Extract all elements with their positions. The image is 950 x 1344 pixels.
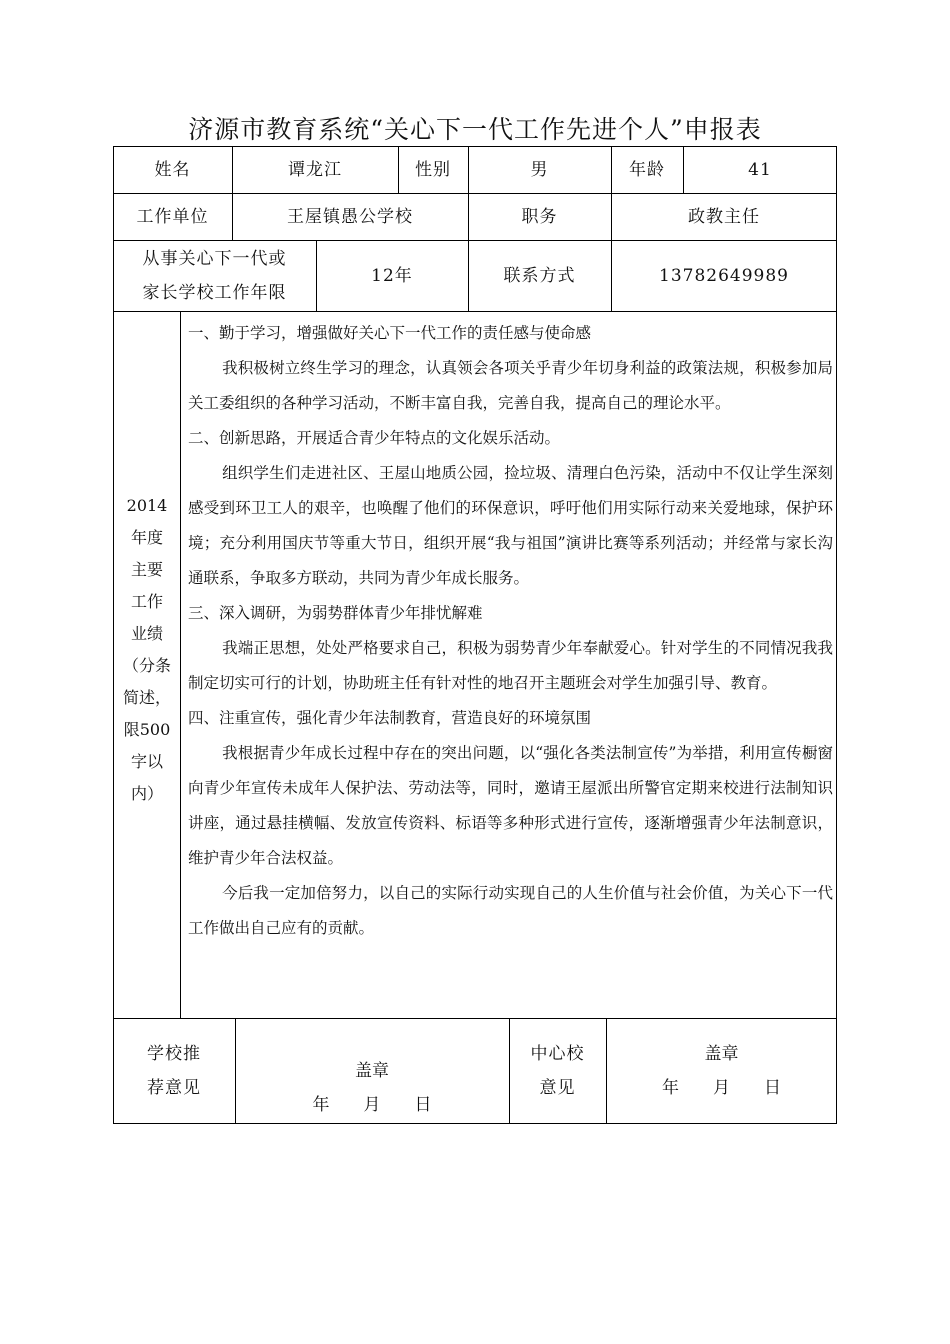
form-title: 济源市教育系统“关心下一代工作先进个人”申报表 (188, 115, 762, 144)
name-value: 谭龙江 (288, 159, 342, 180)
achievements-label-line: 2014 (126, 496, 168, 515)
contact-value: 13782649989 (659, 265, 789, 286)
position-label: 职务 (521, 206, 558, 227)
achievements-label-line: 内） (130, 784, 163, 803)
school-stamp-text: 盖章 (355, 1061, 389, 1081)
school-stamp-area (235, 1054, 509, 1122)
achievements-label-line: （分条 (122, 656, 171, 675)
gender-label: 性别 (415, 159, 451, 180)
section-heading: 一、勤于学习，增强做好关心下一代工作的责任感与使命感 (188, 324, 592, 342)
body-paragraph: 组织学生们走进社区、王屋山地质公园，捡垃圾、清理白色污染，活动中不仅让学生深刻感受到环卫工人的艰辛，也唤醒了他们的环保意识，呼吁他们用实际行动来关爱地球，保护环境；充分利用国庆节等重大节日，组织开展“我与祖国”演讲比赛等系列活动；并经常与家长沟通联系，争取多方联动，共同为青少年成长服务。 (188, 464, 833, 587)
col-divider (180, 311, 181, 1018)
age-label: 年龄 (629, 159, 665, 180)
school-opinion-label-line2: 荐意见 (147, 1078, 201, 1098)
unit-value: 王屋镇愚公学校 (287, 206, 413, 227)
center-opinion-label (509, 1018, 606, 1124)
achievements-label-line: 主要 (130, 560, 163, 579)
school-opinion-label-line1: 学校推 (147, 1044, 201, 1064)
row-divider (113, 311, 837, 312)
years-label-line2: 家长学校工作年限 (142, 282, 287, 303)
years-value: 12年 (371, 265, 413, 286)
achievements-label (114, 490, 180, 810)
achievements-label-line: 字以 (130, 752, 163, 771)
achievements-label-line: 限500 (123, 720, 171, 739)
achievements-label-line: 工作 (130, 592, 163, 611)
contact-label: 联系方式 (503, 265, 576, 286)
unit-label: 工作单位 (136, 206, 209, 227)
section-heading: 二、创新思路，开展适合青少年特点的文化娱乐活动。 (188, 429, 561, 447)
school-opinion-label (113, 1018, 235, 1124)
section-heading: 三、深入调研，为弱势群体青少年排忧解难 (188, 604, 483, 622)
section-heading: 四、注重宣传，强化青少年法制教育，营造良好的环境氛围 (188, 709, 592, 727)
position-value: 政教主任 (688, 206, 760, 227)
years-label (113, 240, 316, 311)
body-paragraph: 今后我一定加倍努力，以自己的实际行动实现自己的人生价值与社会价值，为关心下一代工作做出自己应有的贡献。 (188, 884, 833, 937)
center-date-text: 年 月 日 (662, 1078, 781, 1098)
center-opinion-label-line2: 意见 (539, 1078, 576, 1098)
school-date-text: 年 月 日 (312, 1095, 432, 1115)
center-stamp-area (606, 1037, 837, 1105)
years-label-line1: 从事关心下一代或 (142, 248, 287, 269)
achievements-label-line: 业绩 (130, 624, 163, 643)
body-paragraph: 我端正思想，处处严格要求自己，积极为弱势青少年奉献爱心。针对学生的不同情况我我制定切实可行的计划，协助班主任有针对性的地召开主题班会对学生加强引导、教育。 (188, 639, 833, 692)
achievements-body (188, 316, 833, 946)
body-paragraph: 我根据青少年成长过程中存在的突出问题，以“强化各类法制宣传”为举措，利用宣传橱窗向青少年宣传未成年人保护法、劳动法等，同时，邀请王屋派出所警官定期来校进行法制知识讲座，通过悬挂横幅、发放宣传资料、标语等多种形式进行宣传，逐渐增强青少年法制意识，维护青少年合法权益。 (188, 744, 833, 867)
name-label: 姓名 (154, 159, 191, 180)
center-stamp-text: 盖章 (704, 1044, 739, 1064)
achievements-label-line: 简述， (122, 688, 171, 707)
achievements-label-line: 年度 (130, 528, 163, 547)
center-opinion-label-line1: 中心校 (530, 1044, 585, 1064)
age-value: 41 (748, 159, 772, 180)
gender-value: 男 (530, 159, 549, 180)
body-paragraph: 我积极树立终生学习的理念，认真领会各项关乎青少年切身利益的政策法规，积极参加局关工委组织的各种学习活动，不断丰富自我，完善自我，提高自己的理论水平。 (188, 359, 833, 412)
